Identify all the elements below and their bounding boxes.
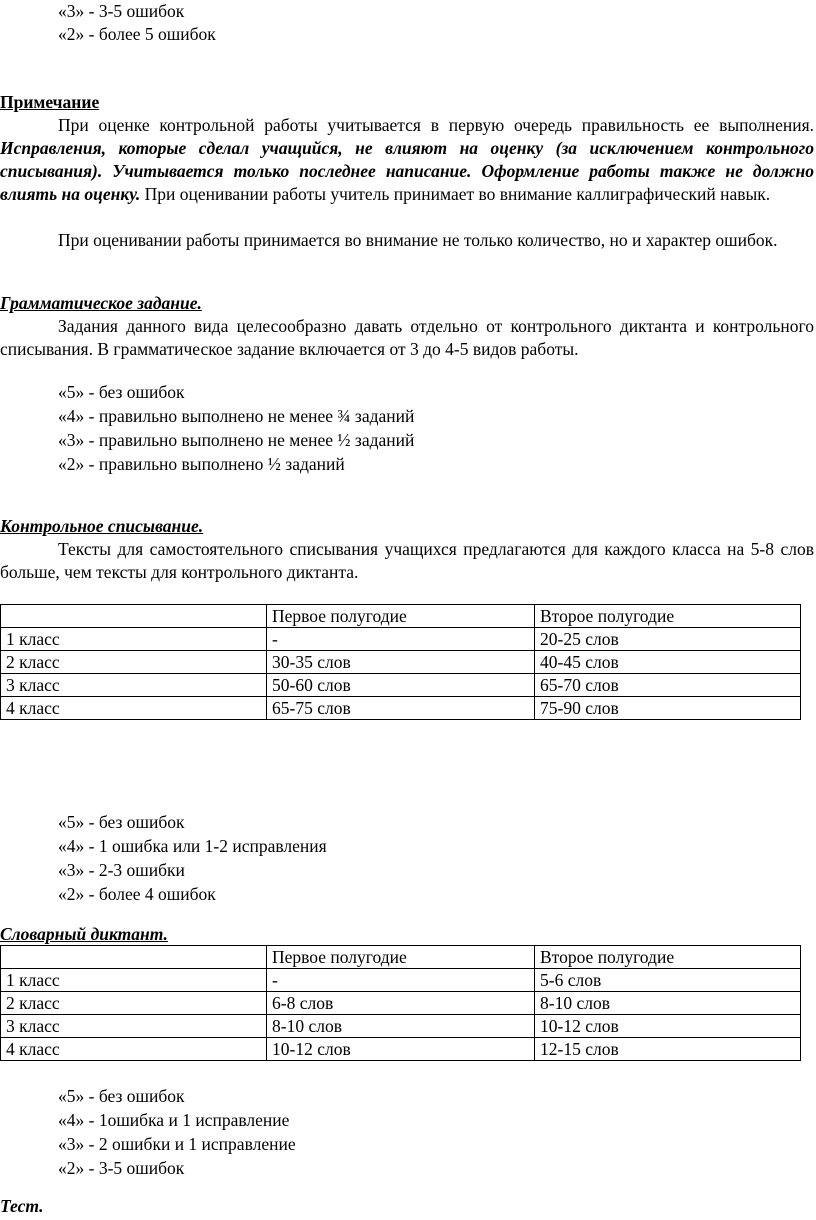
vocab-grades-list <box>58 1084 296 1180</box>
vocab-grade-4: «4» - 1ошибка и 1 исправление <box>58 1110 290 1130</box>
table-cell: 3 класс <box>1 674 267 697</box>
table-row <box>1 1015 801 1038</box>
table-cell: 30-35 слов <box>267 651 535 674</box>
table-row <box>1 674 801 697</box>
note-text-bold: Исправления, которые сделал учащийся, не влияют на оценку (за исключением контрольного списывания). Учитывается только последнее написание. Оформление работы также не должно влиять на оценку. <box>0 138 814 204</box>
table-cell: 5-6 слов <box>535 969 801 992</box>
note-heading: Примечание <box>0 92 100 112</box>
table-header-row <box>1 605 801 628</box>
table-cell: 2 класс <box>1 992 267 1015</box>
note-paragraph-2 <box>0 229 814 252</box>
copying-grades-list <box>58 810 327 906</box>
table-header-cell: Первое полугодие <box>267 605 535 628</box>
vocab-grade-5: «5» - без ошибок <box>58 1086 185 1106</box>
note-p2-text: При оценивании работы принимается во внимание не только количество, но и характер ошибок. <box>58 230 778 250</box>
grammar-heading: Грамматическое задание. <box>0 293 202 313</box>
table-cell: 3 класс <box>1 1015 267 1038</box>
vocab-table <box>0 945 801 1061</box>
top-grade-2: «2» - более 5 ошибок <box>58 24 216 44</box>
table-cell: 8-10 слов <box>535 992 801 1015</box>
table-cell: - <box>267 628 535 651</box>
note-text-plain-2: При оценивании работы учитель принимает во внимание каллиграфический навык. <box>140 184 771 204</box>
table-cell: 65-70 слов <box>535 674 801 697</box>
table-header-cell <box>1 946 267 969</box>
table-cell: 10-12 слов <box>535 1015 801 1038</box>
table-header-cell <box>1 605 267 628</box>
table-cell: 40-45 слов <box>535 651 801 674</box>
note-text-plain-1: При оценке контрольной работы учитывается в первую очередь правильность ее выполнения. <box>58 115 814 135</box>
table-header-cell: Второе полугодие <box>535 946 801 969</box>
top-grade-3: «3» - 3-5 ошибок <box>58 1 185 21</box>
table-row <box>1 969 801 992</box>
test-heading: Тест. <box>0 1196 44 1216</box>
vocab-grade-2: «2» - 3-5 ошибок <box>58 1158 185 1178</box>
table-cell: 12-15 слов <box>535 1038 801 1061</box>
table-row <box>1 992 801 1015</box>
copying-heading: Контрольное списывание. <box>0 516 204 536</box>
grammar-grade-2: «2» - правильно выполнено ½ заданий <box>58 454 345 474</box>
table-cell: 75-90 слов <box>535 697 801 720</box>
grammar-paragraph <box>0 315 814 361</box>
table-row <box>1 628 801 651</box>
grammar-grade-3: «3» - правильно выполнено не менее ½ заданий <box>58 430 415 450</box>
copying-paragraph <box>0 538 814 584</box>
table-cell: 1 класс <box>1 628 267 651</box>
table-header-cell: Второе полугодие <box>535 605 801 628</box>
table-cell: 4 класс <box>1 1038 267 1061</box>
table-cell: 2 класс <box>1 651 267 674</box>
table-cell: 65-75 слов <box>267 697 535 720</box>
copying-text: Тексты для самостоятельного списывания учащихся предлагаются для каждого класса на 5-8 слов больше, чем тексты для контрольного диктанта. <box>0 539 814 582</box>
table-header-cell: Первое полугодие <box>267 946 535 969</box>
copying-grade-4: «4» - 1 ошибка или 1-2 исправления <box>58 836 327 856</box>
copying-table <box>0 604 801 720</box>
copying-grade-3: «3» - 2-3 ошибки <box>58 860 185 880</box>
note-paragraph-1 <box>0 114 814 206</box>
grammar-grade-4: «4» - правильно выполнено не менее ¾ заданий <box>58 406 415 426</box>
table-row <box>1 697 801 720</box>
table-row <box>1 651 801 674</box>
table-cell: - <box>267 969 535 992</box>
vocab-heading: Словарный диктант. <box>0 924 168 944</box>
table-cell: 8-10 слов <box>267 1015 535 1038</box>
table-row <box>1 1038 801 1061</box>
table-cell: 10-12 слов <box>267 1038 535 1061</box>
copying-grade-2: «2» - более 4 ошибок <box>58 884 216 904</box>
grammar-text: Задания данного вида целесообразно давать отдельно от контрольного диктанта и контрольного списывания. В грамматическое задание включается от 3 до 4-5 видов работы. <box>0 316 814 359</box>
grammar-grades-list <box>58 380 414 476</box>
table-cell: 20-25 слов <box>535 628 801 651</box>
vocab-grade-3: «3» - 2 ошибки и 1 исправление <box>58 1134 296 1154</box>
table-cell: 1 класс <box>1 969 267 992</box>
copying-grade-5: «5» - без ошибок <box>58 812 185 832</box>
table-cell: 6-8 слов <box>267 992 535 1015</box>
table-cell: 4 класс <box>1 697 267 720</box>
table-cell: 50-60 слов <box>267 674 535 697</box>
grammar-grade-5: «5» - без ошибок <box>58 382 185 402</box>
table-header-row <box>1 946 801 969</box>
